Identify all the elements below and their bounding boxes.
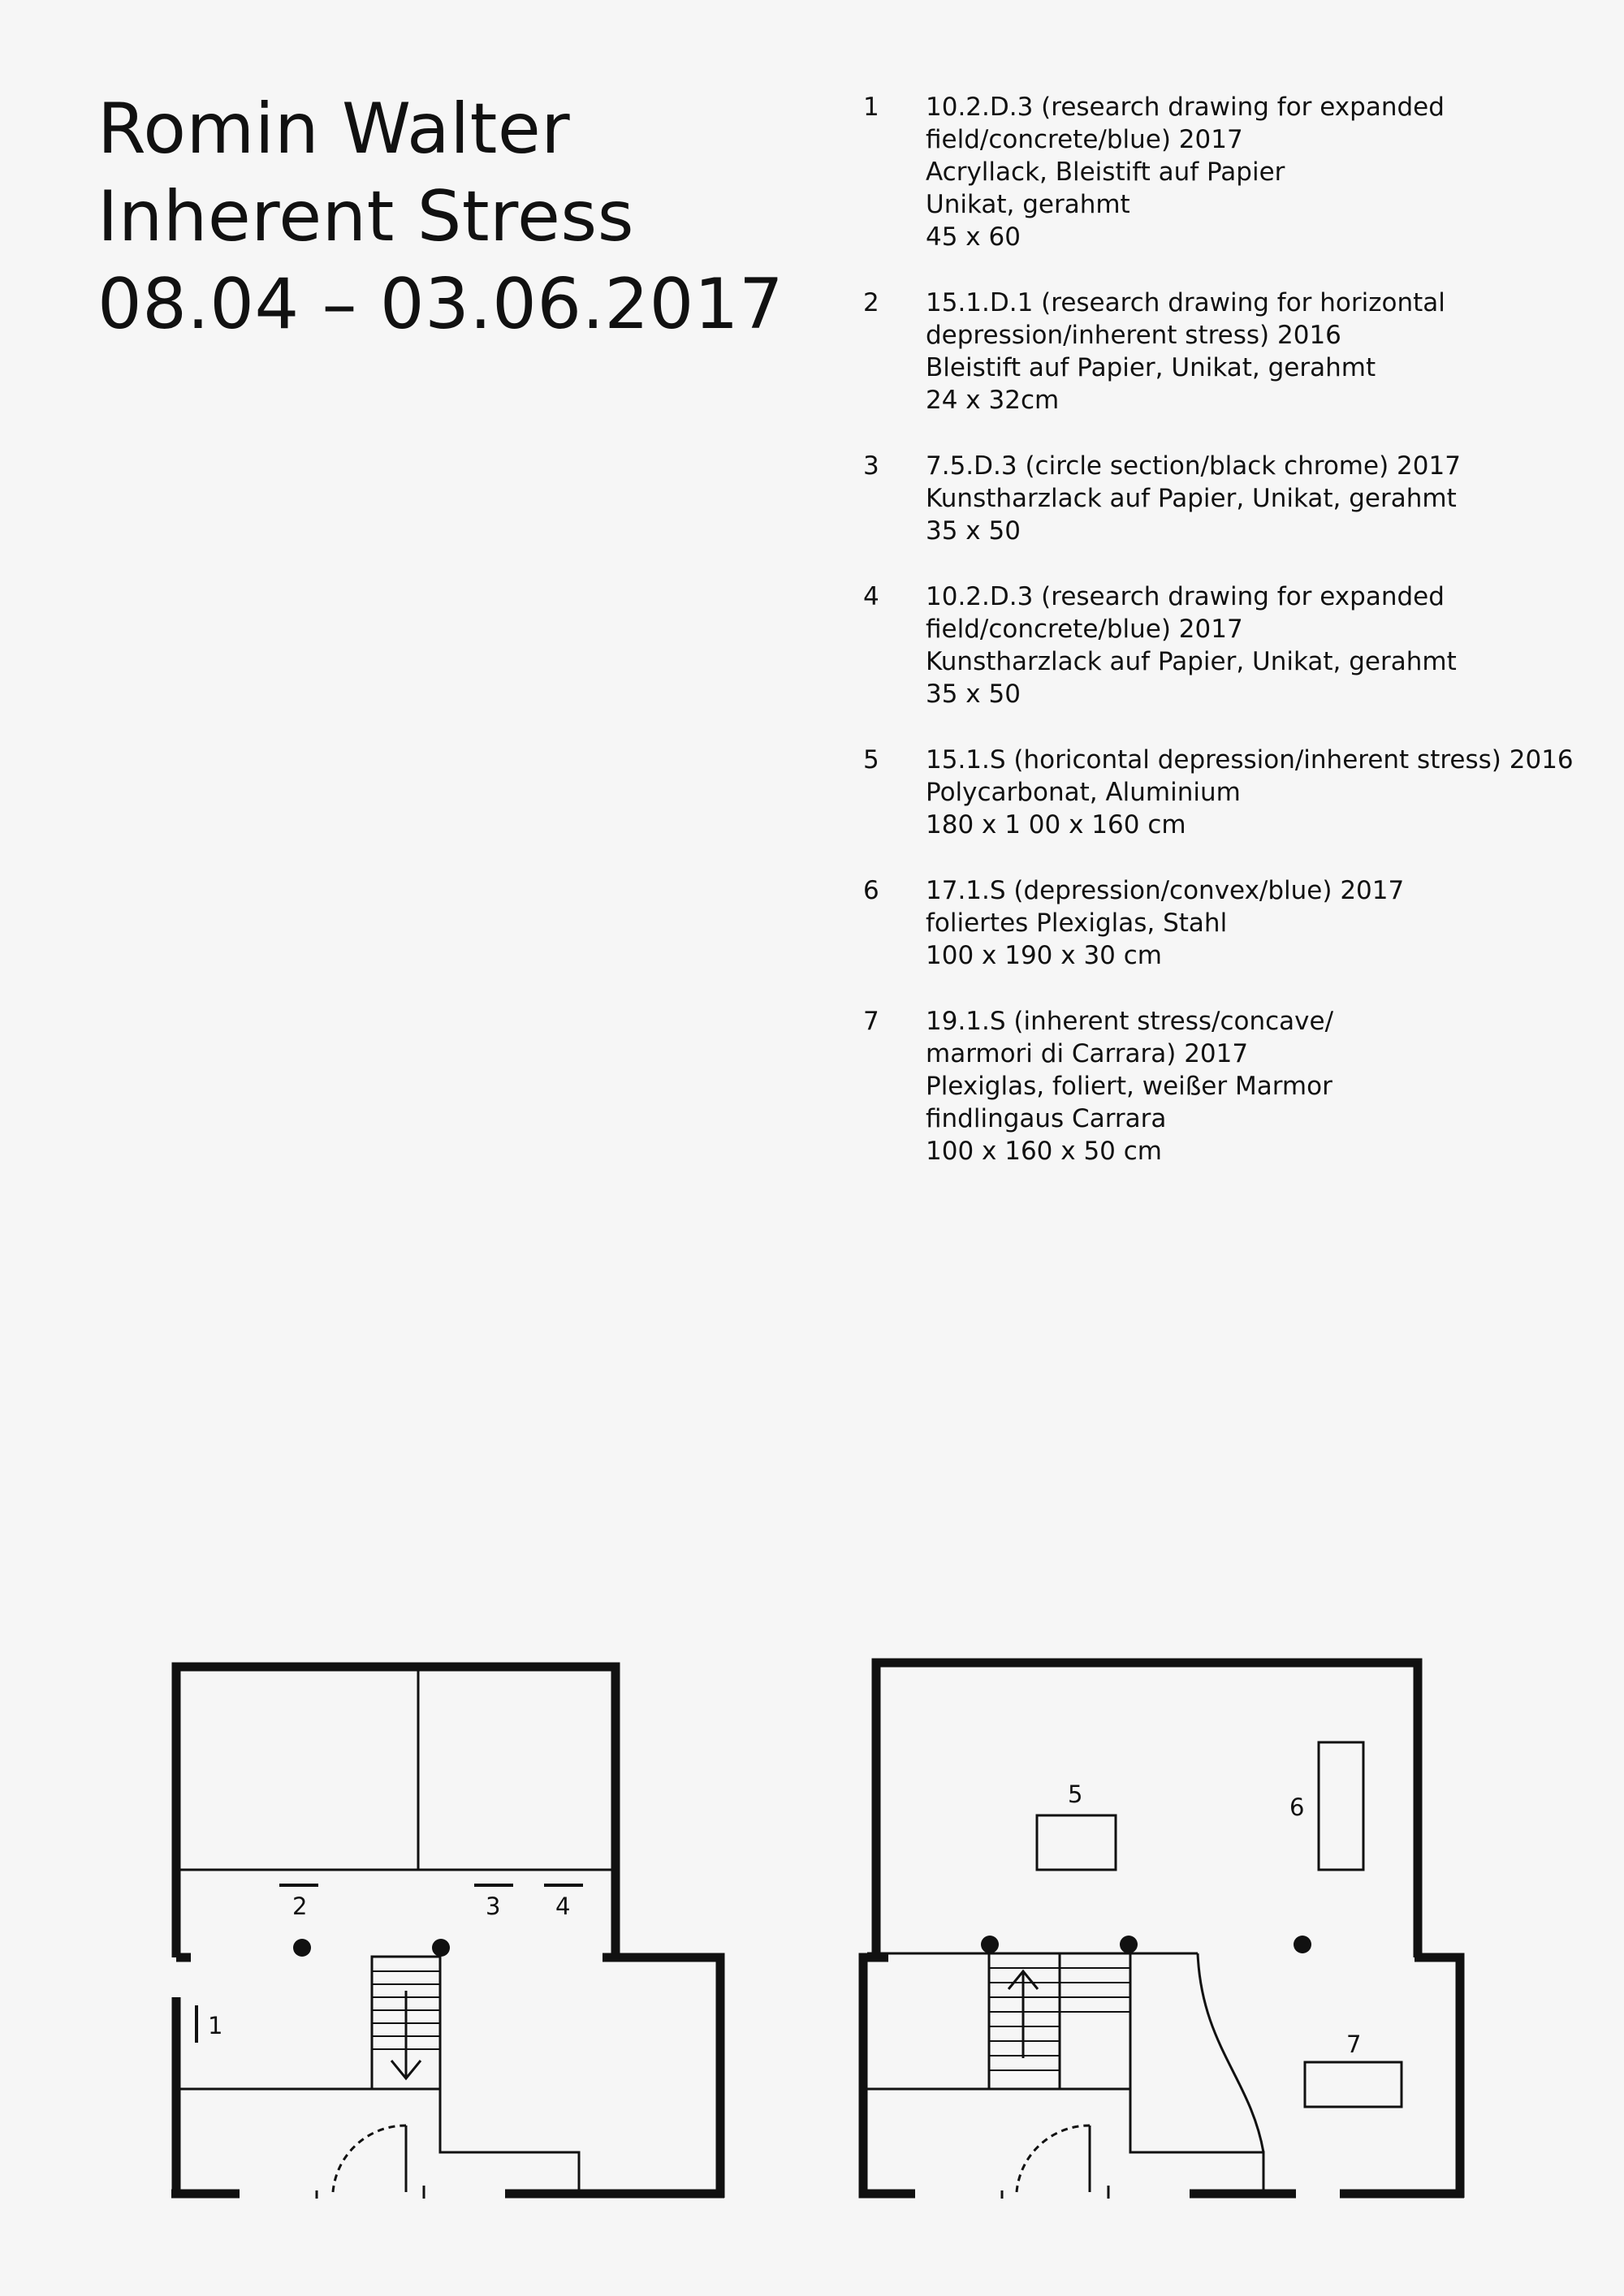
work-detail-line: 15.1.S (horicontal depression/inherent stress) 2016 [926, 745, 1574, 775]
column [1120, 1936, 1138, 1953]
plan-label-1: 1 [208, 2012, 223, 2039]
column [293, 1939, 311, 1957]
column [432, 1939, 450, 1957]
partition [440, 2089, 579, 2190]
work-detail-line: 45 x 60 [926, 222, 1021, 252]
work-detail-line: Bleistift auf Papier, Unikat, gerahmt [926, 353, 1376, 382]
column [981, 1936, 999, 1953]
plan-label-4: 4 [555, 1892, 571, 1920]
curved-wall [1198, 1953, 1263, 2152]
wall [876, 1663, 1418, 1957]
work-detail-line: field/concrete/blue) 2017 [926, 125, 1243, 154]
work-detail-line: 15.1.D.1 (research drawing for horizontal [926, 288, 1445, 317]
work-detail-line: Polycarbonat, Aluminium [926, 778, 1241, 807]
work-detail-line: 35 x 50 [926, 680, 1021, 709]
artist-name: Romin Walter [97, 88, 571, 170]
ground-floor-plan [171, 1667, 724, 2199]
partition [1130, 1953, 1263, 2190]
work-detail-line: marmori di Carrara) 2017 [926, 1039, 1249, 1068]
staircase [372, 1957, 440, 2089]
work-detail-line: Kunstharzlack auf Papier, Unikat, gerahmt [926, 647, 1457, 676]
artwork-6-outline [1319, 1742, 1363, 1870]
work-detail-line: Unikat, gerahmt [926, 190, 1130, 219]
work-number: 6 [863, 876, 879, 905]
work-detail-line: field/concrete/blue) 2017 [926, 615, 1243, 644]
exhibition-title: Inherent Stress [97, 176, 635, 257]
wall [1415, 1957, 1460, 2198]
work-detail-line: findlingaus Carrara [926, 1104, 1167, 1133]
wall [863, 1957, 915, 2194]
work-detail-line: 19.1.S (inherent stress/concave/ [926, 1007, 1334, 1036]
door [1002, 2126, 1108, 2199]
work-detail-line: 180 x 1 00 x 160 cm [926, 810, 1186, 839]
staircase [989, 1953, 1130, 2089]
work-detail-line: 35 x 50 [926, 516, 1021, 546]
work-number: 7 [863, 1007, 879, 1036]
upper-floor-plan [863, 1663, 1464, 2199]
work-detail-line: 7.5.D.3 (circle section/black chrome) 2017 [926, 451, 1461, 481]
plan-label-6: 6 [1289, 1793, 1305, 1821]
work-detail-line: 10.2.D.3 (research drawing for expanded [926, 582, 1445, 611]
work-number: 2 [863, 288, 879, 317]
work-detail-line: 10.2.D.3 (research drawing for expanded [926, 93, 1445, 122]
column [1294, 1936, 1311, 1953]
work-detail-line: Acryllack, Bleistift auf Papier [926, 158, 1285, 187]
plan-label-7: 7 [1346, 2031, 1362, 2058]
work-number: 5 [863, 745, 879, 775]
work-detail-line: Plexiglas, foliert, weißer Marmor [926, 1072, 1332, 1101]
plan-label-2: 2 [292, 1892, 308, 1920]
work-number: 3 [863, 451, 879, 481]
work-detail-line: Kunstharzlack auf Papier, Unikat, gerahmt [926, 484, 1457, 513]
artwork-7-outline [1305, 2062, 1402, 2107]
wall [176, 1667, 615, 1957]
work-number: 1 [863, 93, 879, 122]
door [317, 2126, 424, 2199]
work-detail-line: 24 x 32cm [926, 386, 1060, 415]
artwork-5-outline [1037, 1815, 1116, 1870]
work-detail-line: 17.1.S (depression/convex/blue) 2017 [926, 876, 1405, 905]
work-number: 4 [863, 582, 879, 611]
plan-label-3: 3 [486, 1892, 501, 1920]
work-detail-line: depression/inherent stress) 2016 [926, 321, 1341, 350]
work-detail-line: 100 x 160 x 50 cm [926, 1137, 1162, 1166]
work-detail-line: foliertes Plexiglas, Stahl [926, 908, 1228, 938]
plan-label-5: 5 [1068, 1780, 1083, 1808]
exhibition-dates: 08.04 – 03.06.2017 [97, 264, 784, 345]
work-detail-line: 100 x 190 x 30 cm [926, 941, 1162, 970]
wall [603, 1957, 720, 2198]
